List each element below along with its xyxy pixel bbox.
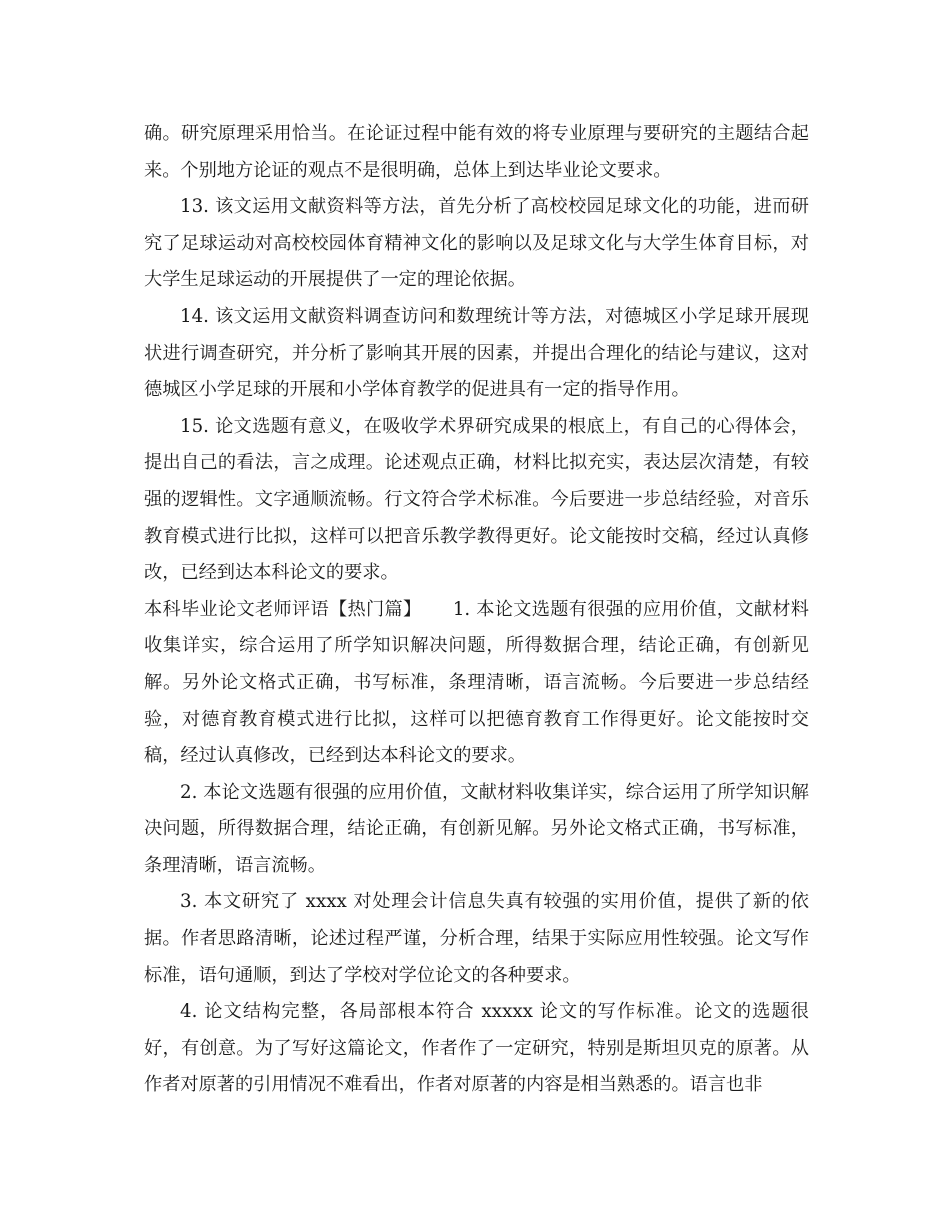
continued-paragraph: 确。研究原理采用恰当。在论证过程中能有效的将专业原理与要研究的主题结合起来。个别地方论证的观点不是很明确，总体上到达毕业论文要求。 [144,123,809,181]
comment-paragraph-13: 13. 该文运用文献资料等方法，首先分析了高校校园足球文化的功能，进而研究了足球运动对高校校园体育精神文化的影响以及足球文化与大学生体育目标，对大学生足球运动的开展提供了一定的理论依据。 [144,196,809,291]
section-start-paragraph [144,592,809,775]
comment-paragraph-14: 14. 该文运用文献资料调查访问和数理统计等方法，对德城区小学足球开展现状进行调查研究，并分析了影响其开展的因素，并提出合理化的结论与建议，这对德城区小学足球的开展和小学体育教学的促进具有一定的指导作用。 [144,305,809,401]
document-body [144,116,809,1104]
comment-paragraph-3: 3. 本文研究了 xxxx 对处理会计信息失真有较强的实用价值，提供了新的依据。作者思路清晰，论述过程严谨，分析合理，结果于实际应用性较强。论文写作标准，语句通顺，到达了学校对学位论文的各种要求。 [144,891,809,986]
comment-paragraph-4: 4. 论文结构完整，各局部根本符合 xxxxx 论文的写作标准。论文的选题很好，有创意。为了写好这篇论文，作者作了一定研究，特别是斯坦贝克的原著。从作者对原著的引用情况不难看出，作者对原著的内容是相当熟悉的。语言也非 [144,1001,809,1096]
comment-paragraph-15: 15. 论文选题有意义，在吸收学术界研究成果的根底上，有自己的心得体会，提出自己的看法，言之成理。论述观点正确，材料比拟充实，表达层次清楚，有较强的逻辑性。文字通顺流畅。行文符合学术标准。今后要进一步总结经验，对音乐教育模式进行比拟，这样可以把音乐教学教得更好。论文能按时交稿，经过认真修改，已经到达本科论文的要求。 [144,415,809,584]
comment-paragraph-1: 1. 本论文选题有很强的应用价值，文献材料收集详实，综合运用了所学知识解决问题，所得数据合理，结论正确，有创新见解。另外论文格式正确，书写标准，条理清晰，语言流畅。今后要进一步总结经验，对德育教育模式进行比拟，这样可以把德育教育工作得更好。论文能按时交稿，经过认真修改，已经到达本科论文的要求。 [144,598,809,767]
comment-paragraph-2: 2. 本论文选题有很强的应用价值，文献材料收集详实，综合运用了所学知识解决问题，所得数据合理，结论正确，有创新见解。另外论文格式正确，书写标准，条理清晰，语言流畅。 [144,781,809,876]
section-heading: 本科毕业论文老师评语【热门篇】 [144,598,422,620]
